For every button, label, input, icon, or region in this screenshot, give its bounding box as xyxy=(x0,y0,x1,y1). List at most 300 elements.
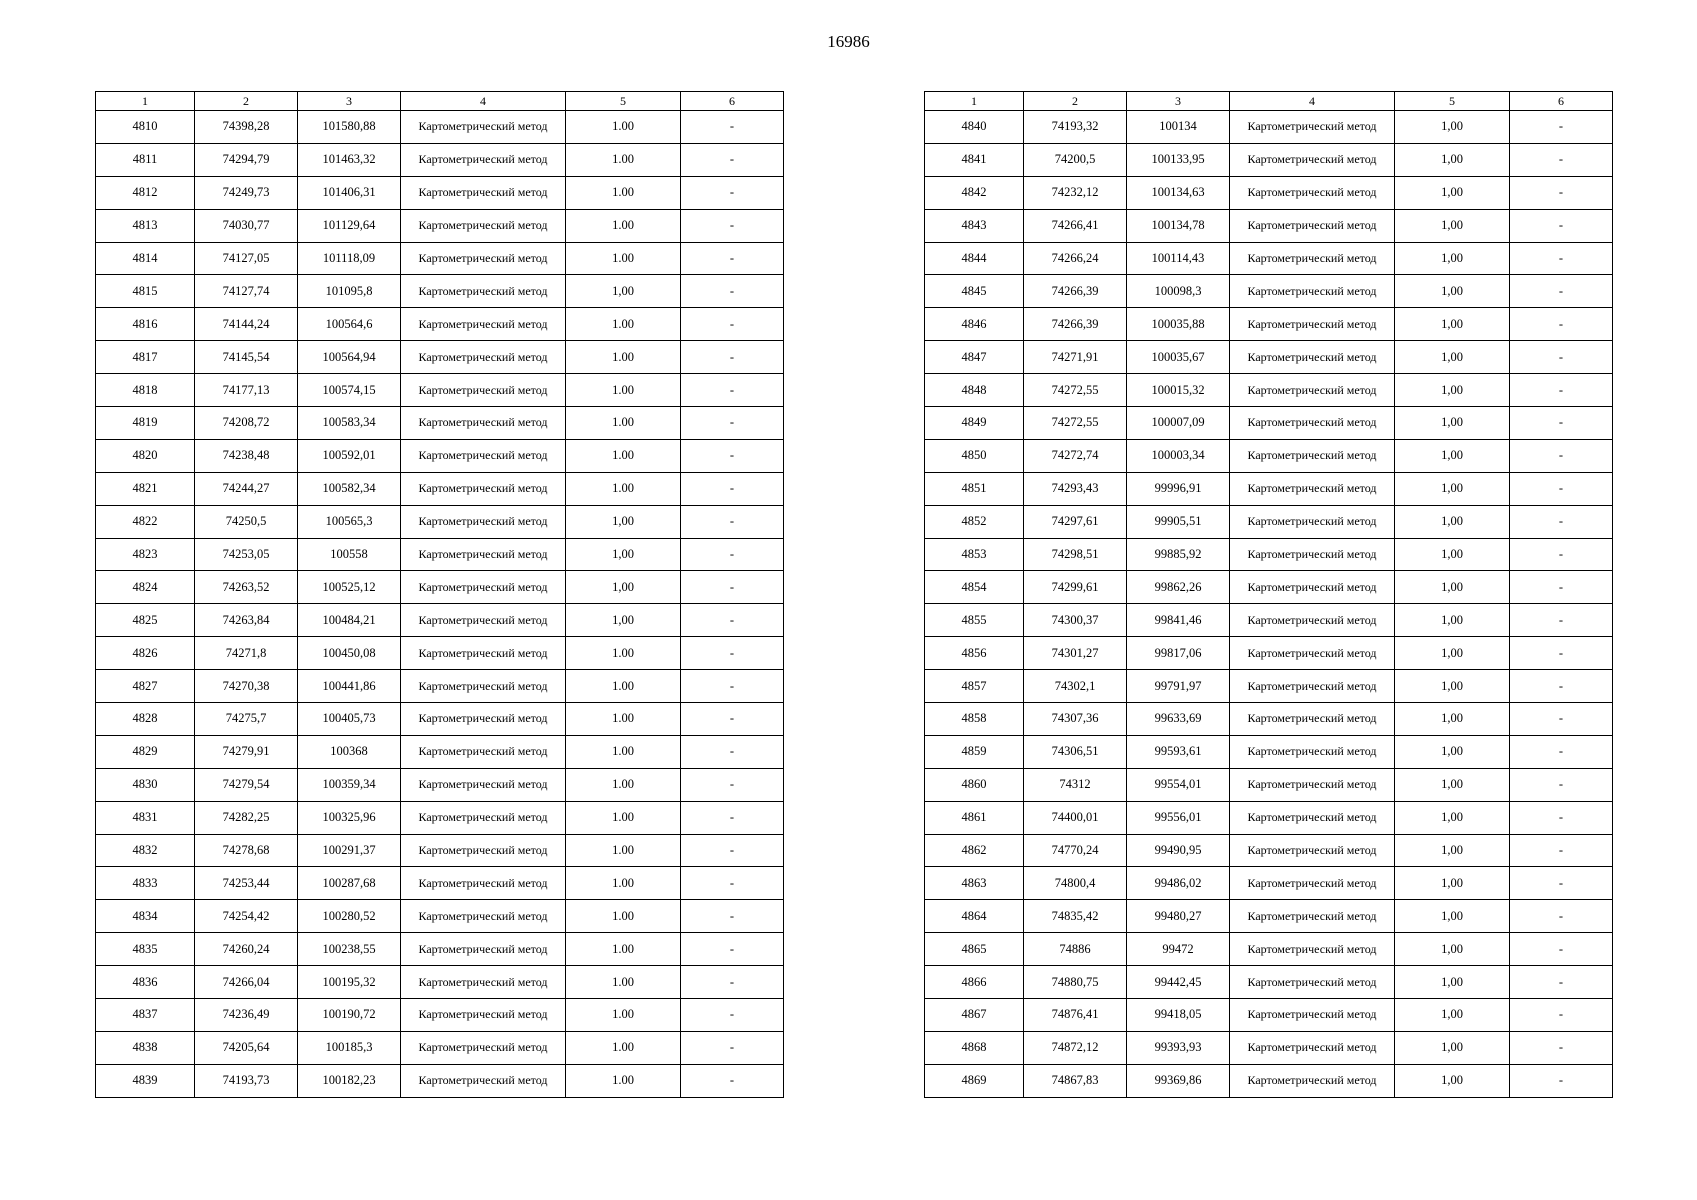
accuracy-cell: 1,00 xyxy=(1395,275,1510,308)
note-cell: - xyxy=(1510,933,1613,966)
table-row xyxy=(96,1064,784,1097)
table-row xyxy=(925,571,1613,604)
y-coordinate-cell: 99554,01 xyxy=(1127,768,1230,801)
y-coordinate-cell: 100134 xyxy=(1127,111,1230,144)
table-row xyxy=(925,768,1613,801)
table-row xyxy=(925,637,1613,670)
point-number-cell: 4839 xyxy=(96,1064,195,1097)
point-number-cell: 4817 xyxy=(96,341,195,374)
y-coordinate-cell: 100565,3 xyxy=(298,505,401,538)
method-cell: Картометрический метод xyxy=(1230,143,1395,176)
column-header-5: 5 xyxy=(1395,92,1510,111)
note-cell: - xyxy=(1510,670,1613,703)
accuracy-cell: 1,00 xyxy=(1395,505,1510,538)
y-coordinate-cell: 99862,26 xyxy=(1127,571,1230,604)
table-body xyxy=(96,111,784,1098)
x-coordinate-cell: 74266,04 xyxy=(195,966,298,999)
y-coordinate-cell: 99472 xyxy=(1127,933,1230,966)
method-cell: Картометрический метод xyxy=(1230,1031,1395,1064)
table-body xyxy=(925,111,1613,1098)
accuracy-cell: 1,00 xyxy=(566,571,681,604)
y-coordinate-cell: 100450,08 xyxy=(298,637,401,670)
method-cell: Картометрический метод xyxy=(1230,933,1395,966)
method-cell: Картометрический метод xyxy=(401,604,566,637)
point-number-cell: 4812 xyxy=(96,176,195,209)
accuracy-cell: 1,00 xyxy=(1395,209,1510,242)
note-cell: - xyxy=(1510,801,1613,834)
note-cell: - xyxy=(681,472,784,505)
note-cell: - xyxy=(681,735,784,768)
x-coordinate-cell: 74872,12 xyxy=(1024,1031,1127,1064)
y-coordinate-cell: 99791,97 xyxy=(1127,670,1230,703)
point-number-cell: 4862 xyxy=(925,834,1024,867)
method-cell: Картометрический метод xyxy=(1230,439,1395,472)
y-coordinate-cell: 100287,68 xyxy=(298,867,401,900)
x-coordinate-cell: 74867,83 xyxy=(1024,1064,1127,1097)
method-cell: Картометрический метод xyxy=(1230,374,1395,407)
table-row xyxy=(925,275,1613,308)
accuracy-cell: 1.00 xyxy=(566,176,681,209)
table-row xyxy=(925,505,1613,538)
accuracy-cell: 1,00 xyxy=(1395,966,1510,999)
table-row xyxy=(925,209,1613,242)
accuracy-cell: 1.00 xyxy=(566,999,681,1032)
accuracy-cell: 1,00 xyxy=(1395,801,1510,834)
method-cell: Картометрический метод xyxy=(401,176,566,209)
note-cell: - xyxy=(1510,571,1613,604)
method-cell: Картометрический метод xyxy=(401,275,566,308)
point-number-cell: 4830 xyxy=(96,768,195,801)
table-row xyxy=(96,407,784,440)
x-coordinate-cell: 74279,91 xyxy=(195,735,298,768)
point-number-cell: 4842 xyxy=(925,176,1024,209)
accuracy-cell: 1,00 xyxy=(566,505,681,538)
method-cell: Картометрический метод xyxy=(1230,472,1395,505)
note-cell: - xyxy=(681,176,784,209)
x-coordinate-cell: 74145,54 xyxy=(195,341,298,374)
accuracy-cell: 1,00 xyxy=(1395,1064,1510,1097)
y-coordinate-cell: 100564,94 xyxy=(298,341,401,374)
x-coordinate-cell: 74260,24 xyxy=(195,933,298,966)
table-row xyxy=(925,538,1613,571)
x-coordinate-cell: 74127,74 xyxy=(195,275,298,308)
point-number-cell: 4837 xyxy=(96,999,195,1032)
point-number-cell: 4834 xyxy=(96,900,195,933)
x-coordinate-cell: 74271,91 xyxy=(1024,341,1127,374)
point-number-cell: 4865 xyxy=(925,933,1024,966)
x-coordinate-cell: 74886 xyxy=(1024,933,1127,966)
note-cell: - xyxy=(681,999,784,1032)
x-coordinate-cell: 74238,48 xyxy=(195,439,298,472)
point-number-cell: 4860 xyxy=(925,768,1024,801)
table-row xyxy=(96,538,784,571)
method-cell: Картометрический метод xyxy=(401,143,566,176)
accuracy-cell: 1.00 xyxy=(566,111,681,144)
y-coordinate-cell: 100098,3 xyxy=(1127,275,1230,308)
note-cell: - xyxy=(1510,275,1613,308)
y-coordinate-cell: 100441,86 xyxy=(298,670,401,703)
point-number-cell: 4828 xyxy=(96,703,195,736)
x-coordinate-cell: 74030,77 xyxy=(195,209,298,242)
column-header-2: 2 xyxy=(195,92,298,111)
point-number-cell: 4833 xyxy=(96,867,195,900)
accuracy-cell: 1.00 xyxy=(566,703,681,736)
table-row xyxy=(96,966,784,999)
note-cell: - xyxy=(681,966,784,999)
x-coordinate-cell: 74297,61 xyxy=(1024,505,1127,538)
x-coordinate-cell: 74307,36 xyxy=(1024,703,1127,736)
y-coordinate-cell: 100182,23 xyxy=(298,1064,401,1097)
y-coordinate-cell: 100003,34 xyxy=(1127,439,1230,472)
accuracy-cell: 1,00 xyxy=(566,538,681,571)
point-number-cell: 4850 xyxy=(925,439,1024,472)
y-coordinate-cell: 99841,46 xyxy=(1127,604,1230,637)
method-cell: Картометрический метод xyxy=(1230,308,1395,341)
accuracy-cell: 1.00 xyxy=(566,933,681,966)
method-cell: Картометрический метод xyxy=(1230,966,1395,999)
table-row xyxy=(925,966,1613,999)
x-coordinate-cell: 74279,54 xyxy=(195,768,298,801)
point-number-cell: 4831 xyxy=(96,801,195,834)
note-cell: - xyxy=(681,407,784,440)
y-coordinate-cell: 99817,06 xyxy=(1127,637,1230,670)
point-number-cell: 4853 xyxy=(925,538,1024,571)
y-coordinate-cell: 100525,12 xyxy=(298,571,401,604)
accuracy-cell: 1,00 xyxy=(1395,900,1510,933)
note-cell: - xyxy=(681,571,784,604)
method-cell: Картометрический метод xyxy=(1230,703,1395,736)
x-coordinate-cell: 74300,37 xyxy=(1024,604,1127,637)
table-row xyxy=(96,867,784,900)
x-coordinate-cell: 74193,73 xyxy=(195,1064,298,1097)
accuracy-cell: 1.00 xyxy=(566,308,681,341)
table-row xyxy=(96,374,784,407)
y-coordinate-cell: 100134,78 xyxy=(1127,209,1230,242)
accuracy-cell: 1,00 xyxy=(1395,538,1510,571)
note-cell: - xyxy=(1510,341,1613,374)
table-row xyxy=(96,735,784,768)
accuracy-cell: 1,00 xyxy=(1395,439,1510,472)
x-coordinate-cell: 74205,64 xyxy=(195,1031,298,1064)
note-cell: - xyxy=(1510,703,1613,736)
x-coordinate-cell: 74263,52 xyxy=(195,571,298,604)
y-coordinate-cell: 99480,27 xyxy=(1127,900,1230,933)
note-cell: - xyxy=(1510,143,1613,176)
method-cell: Картометрический метод xyxy=(1230,505,1395,538)
method-cell: Картометрический метод xyxy=(1230,341,1395,374)
x-coordinate-cell: 74232,12 xyxy=(1024,176,1127,209)
method-cell: Картометрический метод xyxy=(401,735,566,768)
method-cell: Картометрический метод xyxy=(1230,242,1395,275)
table-row xyxy=(925,374,1613,407)
note-cell: - xyxy=(681,374,784,407)
accuracy-cell: 1,00 xyxy=(1395,867,1510,900)
method-cell: Картометрический метод xyxy=(1230,604,1395,637)
accuracy-cell: 1.00 xyxy=(566,242,681,275)
accuracy-cell: 1,00 xyxy=(1395,308,1510,341)
table-row xyxy=(925,472,1613,505)
y-coordinate-cell: 99556,01 xyxy=(1127,801,1230,834)
point-number-cell: 4849 xyxy=(925,407,1024,440)
point-number-cell: 4841 xyxy=(925,143,1024,176)
method-cell: Картометрический метод xyxy=(401,242,566,275)
accuracy-cell: 1,00 xyxy=(1395,341,1510,374)
point-number-cell: 4858 xyxy=(925,703,1024,736)
note-cell: - xyxy=(681,768,784,801)
x-coordinate-cell: 74278,68 xyxy=(195,834,298,867)
method-cell: Картометрический метод xyxy=(1230,571,1395,604)
coordinates-table-right xyxy=(924,91,1613,1098)
table-row xyxy=(96,834,784,867)
column-header-3: 3 xyxy=(1127,92,1230,111)
table-row xyxy=(925,703,1613,736)
y-coordinate-cell: 99885,92 xyxy=(1127,538,1230,571)
table-row xyxy=(925,407,1613,440)
y-coordinate-cell: 100035,67 xyxy=(1127,341,1230,374)
table-row xyxy=(96,999,784,1032)
table-row xyxy=(96,637,784,670)
point-number-cell: 4821 xyxy=(96,472,195,505)
table-row xyxy=(925,341,1613,374)
x-coordinate-cell: 74272,55 xyxy=(1024,374,1127,407)
point-number-cell: 4819 xyxy=(96,407,195,440)
y-coordinate-cell: 100592,01 xyxy=(298,439,401,472)
table-row xyxy=(925,801,1613,834)
accuracy-cell: 1.00 xyxy=(566,1064,681,1097)
note-cell: - xyxy=(1510,242,1613,275)
table-row xyxy=(925,176,1613,209)
note-cell: - xyxy=(1510,735,1613,768)
column-header-3: 3 xyxy=(298,92,401,111)
y-coordinate-cell: 100558 xyxy=(298,538,401,571)
x-coordinate-cell: 74271,8 xyxy=(195,637,298,670)
point-number-cell: 4826 xyxy=(96,637,195,670)
accuracy-cell: 1.00 xyxy=(566,735,681,768)
point-number-cell: 4822 xyxy=(96,505,195,538)
table-row xyxy=(96,209,784,242)
x-coordinate-cell: 74253,05 xyxy=(195,538,298,571)
y-coordinate-cell: 101463,32 xyxy=(298,143,401,176)
accuracy-cell: 1,00 xyxy=(1395,407,1510,440)
table-row xyxy=(96,670,784,703)
x-coordinate-cell: 74266,39 xyxy=(1024,308,1127,341)
x-coordinate-cell: 74200,5 xyxy=(1024,143,1127,176)
y-coordinate-cell: 100133,95 xyxy=(1127,143,1230,176)
table-row xyxy=(925,834,1613,867)
point-number-cell: 4823 xyxy=(96,538,195,571)
note-cell: - xyxy=(1510,538,1613,571)
x-coordinate-cell: 74193,32 xyxy=(1024,111,1127,144)
method-cell: Картометрический метод xyxy=(401,439,566,472)
point-number-cell: 4836 xyxy=(96,966,195,999)
note-cell: - xyxy=(1510,834,1613,867)
table-row xyxy=(96,604,784,637)
y-coordinate-cell: 100238,55 xyxy=(298,933,401,966)
x-coordinate-cell: 74272,74 xyxy=(1024,439,1127,472)
note-cell: - xyxy=(681,703,784,736)
table-row xyxy=(925,999,1613,1032)
y-coordinate-cell: 100359,34 xyxy=(298,768,401,801)
method-cell: Картометрический метод xyxy=(1230,176,1395,209)
y-coordinate-cell: 101118,09 xyxy=(298,242,401,275)
y-coordinate-cell: 100325,96 xyxy=(298,801,401,834)
table-row xyxy=(925,735,1613,768)
column-header-6: 6 xyxy=(681,92,784,111)
x-coordinate-cell: 74312 xyxy=(1024,768,1127,801)
x-coordinate-cell: 74177,13 xyxy=(195,374,298,407)
note-cell: - xyxy=(1510,374,1613,407)
method-cell: Картометрический метод xyxy=(1230,637,1395,670)
table-row xyxy=(96,571,784,604)
method-cell: Картометрический метод xyxy=(1230,275,1395,308)
x-coordinate-cell: 74306,51 xyxy=(1024,735,1127,768)
point-number-cell: 4825 xyxy=(96,604,195,637)
note-cell: - xyxy=(681,801,784,834)
point-number-cell: 4856 xyxy=(925,637,1024,670)
y-coordinate-cell: 100015,32 xyxy=(1127,374,1230,407)
accuracy-cell: 1,00 xyxy=(1395,670,1510,703)
method-cell: Картометрический метод xyxy=(401,867,566,900)
note-cell: - xyxy=(681,637,784,670)
note-cell: - xyxy=(1510,867,1613,900)
y-coordinate-cell: 100583,34 xyxy=(298,407,401,440)
point-number-cell: 4855 xyxy=(925,604,1024,637)
column-header-1: 1 xyxy=(96,92,195,111)
accuracy-cell: 1.00 xyxy=(566,801,681,834)
note-cell: - xyxy=(1510,176,1613,209)
column-header-2: 2 xyxy=(1024,92,1127,111)
method-cell: Картометрический метод xyxy=(1230,834,1395,867)
table-row xyxy=(925,604,1613,637)
table-row xyxy=(925,439,1613,472)
table-row xyxy=(96,900,784,933)
y-coordinate-cell: 100134,63 xyxy=(1127,176,1230,209)
accuracy-cell: 1.00 xyxy=(566,900,681,933)
note-cell: - xyxy=(1510,637,1613,670)
column-header-4: 4 xyxy=(401,92,566,111)
method-cell: Картометрический метод xyxy=(1230,999,1395,1032)
point-number-cell: 4816 xyxy=(96,308,195,341)
table-row xyxy=(96,242,784,275)
method-cell: Картометрический метод xyxy=(401,834,566,867)
method-cell: Картометрический метод xyxy=(1230,538,1395,571)
point-number-cell: 4824 xyxy=(96,571,195,604)
method-cell: Картометрический метод xyxy=(401,801,566,834)
method-cell: Картометрический метод xyxy=(1230,209,1395,242)
note-cell: - xyxy=(1510,407,1613,440)
method-cell: Картометрический метод xyxy=(401,670,566,703)
table-row xyxy=(96,1031,784,1064)
y-coordinate-cell: 99369,86 xyxy=(1127,1064,1230,1097)
y-coordinate-cell: 99393,93 xyxy=(1127,1031,1230,1064)
point-number-cell: 4840 xyxy=(925,111,1024,144)
point-number-cell: 4818 xyxy=(96,374,195,407)
point-number-cell: 4846 xyxy=(925,308,1024,341)
method-cell: Картометрический метод xyxy=(1230,867,1395,900)
accuracy-cell: 1,00 xyxy=(1395,999,1510,1032)
note-cell: - xyxy=(681,209,784,242)
point-number-cell: 4844 xyxy=(925,242,1024,275)
accuracy-cell: 1,00 xyxy=(1395,933,1510,966)
point-number-cell: 4810 xyxy=(96,111,195,144)
note-cell: - xyxy=(1510,768,1613,801)
y-coordinate-cell: 99633,69 xyxy=(1127,703,1230,736)
note-cell: - xyxy=(681,341,784,374)
table-row xyxy=(96,143,784,176)
accuracy-cell: 1.00 xyxy=(566,374,681,407)
point-number-cell: 4813 xyxy=(96,209,195,242)
point-number-cell: 4832 xyxy=(96,834,195,867)
method-cell: Картометрический метод xyxy=(401,966,566,999)
point-number-cell: 4838 xyxy=(96,1031,195,1064)
y-coordinate-cell: 100185,3 xyxy=(298,1031,401,1064)
y-coordinate-cell: 101580,88 xyxy=(298,111,401,144)
accuracy-cell: 1.00 xyxy=(566,209,681,242)
y-coordinate-cell: 100564,6 xyxy=(298,308,401,341)
x-coordinate-cell: 74275,7 xyxy=(195,703,298,736)
accuracy-cell: 1.00 xyxy=(566,341,681,374)
method-cell: Картометрический метод xyxy=(1230,900,1395,933)
note-cell: - xyxy=(1510,900,1613,933)
y-coordinate-cell: 99490,95 xyxy=(1127,834,1230,867)
note-cell: - xyxy=(1510,439,1613,472)
method-cell: Картометрический метод xyxy=(401,407,566,440)
method-cell: Картометрический метод xyxy=(1230,670,1395,703)
table-row xyxy=(96,341,784,374)
y-coordinate-cell: 100582,34 xyxy=(298,472,401,505)
x-coordinate-cell: 74253,44 xyxy=(195,867,298,900)
table-header xyxy=(925,92,1613,111)
page-number: 16986 xyxy=(827,32,870,51)
table-row xyxy=(925,670,1613,703)
note-cell: - xyxy=(1510,999,1613,1032)
note-cell: - xyxy=(681,933,784,966)
header-row xyxy=(925,92,1613,111)
x-coordinate-cell: 74301,27 xyxy=(1024,637,1127,670)
x-coordinate-cell: 74208,72 xyxy=(195,407,298,440)
point-number-cell: 4863 xyxy=(925,867,1024,900)
table-row xyxy=(925,242,1613,275)
y-coordinate-cell: 99486,02 xyxy=(1127,867,1230,900)
note-cell: - xyxy=(681,900,784,933)
note-cell: - xyxy=(1510,966,1613,999)
accuracy-cell: 1,00 xyxy=(1395,242,1510,275)
x-coordinate-cell: 74127,05 xyxy=(195,242,298,275)
x-coordinate-cell: 74835,42 xyxy=(1024,900,1127,933)
x-coordinate-cell: 74400,01 xyxy=(1024,801,1127,834)
table-row xyxy=(96,111,784,144)
table-row xyxy=(96,768,784,801)
accuracy-cell: 1,00 xyxy=(1395,703,1510,736)
y-coordinate-cell: 99593,61 xyxy=(1127,735,1230,768)
accuracy-cell: 1.00 xyxy=(566,966,681,999)
accuracy-cell: 1,00 xyxy=(566,604,681,637)
note-cell: - xyxy=(1510,472,1613,505)
y-coordinate-cell: 101406,31 xyxy=(298,176,401,209)
point-number-cell: 4869 xyxy=(925,1064,1024,1097)
x-coordinate-cell: 74236,49 xyxy=(195,999,298,1032)
point-number-cell: 4835 xyxy=(96,933,195,966)
table-row xyxy=(96,703,784,736)
y-coordinate-cell: 99905,51 xyxy=(1127,505,1230,538)
accuracy-cell: 1.00 xyxy=(566,1031,681,1064)
table-row xyxy=(96,472,784,505)
x-coordinate-cell: 74800,4 xyxy=(1024,867,1127,900)
accuracy-cell: 1.00 xyxy=(566,834,681,867)
table-row xyxy=(96,308,784,341)
note-cell: - xyxy=(1510,1031,1613,1064)
method-cell: Картометрический метод xyxy=(1230,768,1395,801)
